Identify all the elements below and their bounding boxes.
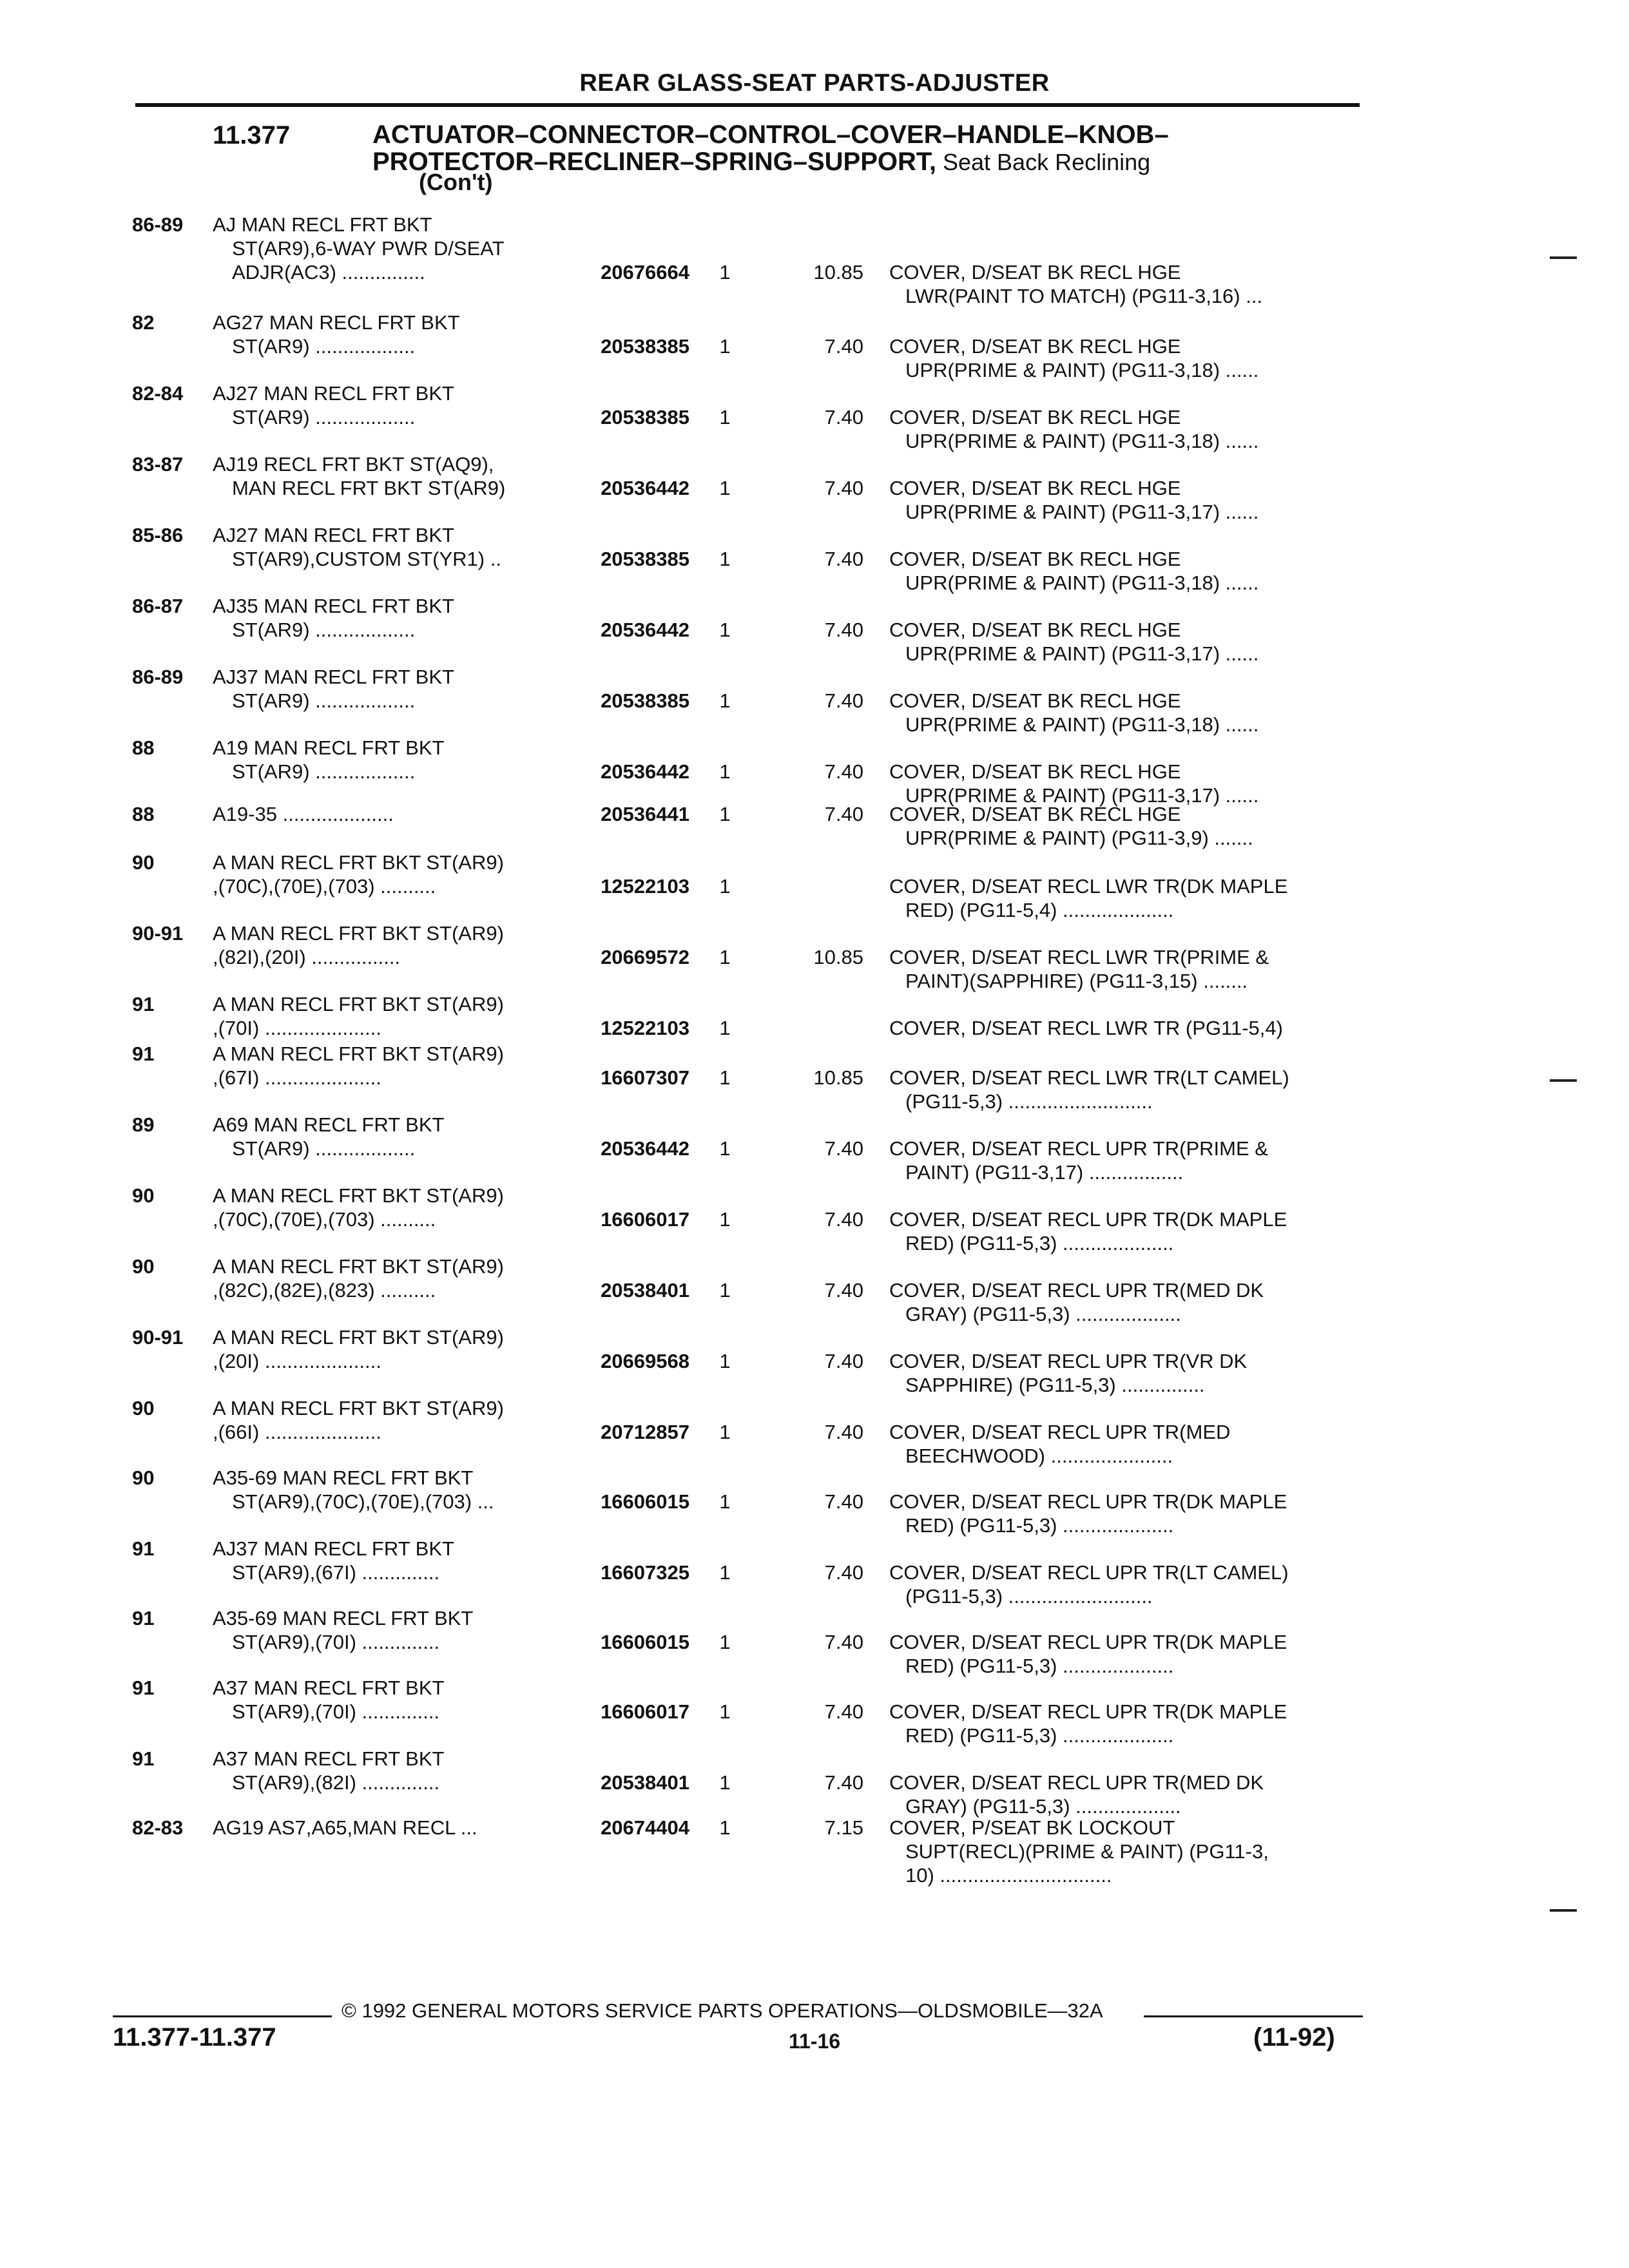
usage-description <box>213 1325 574 1373</box>
part-name-line: UPR(PRIME & PAINT) (PG11-3,17) ...... <box>905 784 1259 807</box>
usage-line: A69 MAN RECL FRT BKT <box>213 1113 445 1136</box>
part-name <box>889 1066 1360 1113</box>
quantity: 1 <box>719 760 731 783</box>
part-name <box>889 334 1360 382</box>
part-number: 16606015 <box>601 1490 689 1513</box>
usage-line: A37 MAN RECL FRT BKT <box>213 1677 445 1699</box>
part-name-line: COVER, D/SEAT RECL UPR TR(MED DK <box>889 1771 1264 1794</box>
usage-line: AJ MAN RECL FRT BKT <box>213 213 432 236</box>
part-name-line: COVER, D/SEAT RECL UPR TR(DK MAPLE <box>889 1208 1287 1231</box>
usage-line: ,(66I) ..................... <box>213 1421 381 1443</box>
quantity: 1 <box>719 1421 731 1443</box>
section-number: 11.377 <box>213 121 291 149</box>
quantity: 1 <box>719 875 731 898</box>
quantity: 1 <box>719 1279 731 1302</box>
part-name-line: COVER, D/SEAT RECL LWR TR(DK MAPLE <box>889 875 1288 898</box>
footer-rule-right <box>1144 2015 1363 2017</box>
quantity: 1 <box>719 1561 731 1584</box>
price: 7.40 <box>824 1490 863 1513</box>
part-name-line: COVER, D/SEAT BK RECL HGE <box>889 406 1181 428</box>
usage-line: ,(70C),(70E),(703) .......... <box>213 875 436 898</box>
usage-description <box>213 850 574 898</box>
part-name <box>889 1016 1360 1040</box>
usage-line: ST(AR9) .................. <box>232 619 416 641</box>
usage-description <box>213 1184 574 1231</box>
usage-line: A35-69 MAN RECL FRT BKT <box>213 1607 474 1629</box>
price: 7.40 <box>824 689 863 712</box>
usage-line: ST(AR9),(70I) .............. <box>232 1631 440 1653</box>
quantity: 1 <box>719 946 731 968</box>
part-name-line: COVER, D/SEAT BK RECL HGE <box>889 477 1181 499</box>
model-years: 90 <box>132 1184 155 1207</box>
part-name-line: COVER, D/SEAT RECL UPR TR(LT CAMEL) <box>889 1561 1289 1584</box>
section-title-line1: ACTUATOR–CONNECTOR–CONTROL–COVER–HANDLE–KNOB– <box>372 120 1169 149</box>
usage-description <box>213 1816 574 1840</box>
usage-description <box>213 992 574 1040</box>
part-name <box>889 1420 1360 1468</box>
model-years: 86-87 <box>132 595 184 617</box>
part-name-line: (PG11-5,3) .......................... <box>905 1585 1153 1608</box>
part-name-line: LWR(PAINT TO MATCH) (PG11-3,16) ... <box>905 285 1263 307</box>
part-name-line: PAINT)(SAPPHIRE) (PG11-3,15) ........ <box>905 970 1248 992</box>
model-years: 90 <box>132 851 155 874</box>
part-number: 20669572 <box>601 946 689 968</box>
part-name-line: COVER, D/SEAT BK RECL HGE <box>889 803 1181 825</box>
usage-description <box>213 1537 574 1584</box>
part-number: 20538385 <box>601 548 689 570</box>
usage-description <box>213 1676 574 1724</box>
usage-line: AJ37 MAN RECL FRT BKT <box>213 666 454 688</box>
quantity: 1 <box>719 406 731 428</box>
footer-section-range: 11.377-11.377 <box>113 2023 276 2052</box>
quantity: 1 <box>719 1631 731 1653</box>
quantity: 1 <box>719 803 731 825</box>
model-years: 91 <box>132 1043 155 1065</box>
model-years: 91 <box>132 1607 155 1629</box>
usage-line: ST(AR9),CUSTOM ST(YR1) .. <box>232 548 501 570</box>
part-name <box>889 1630 1360 1678</box>
price: 7.40 <box>824 1700 863 1723</box>
usage-line: AJ27 MAN RECL FRT BKT <box>213 524 454 546</box>
part-name-line: 10) ............................... <box>905 1864 1112 1887</box>
part-number: 20536441 <box>601 803 689 825</box>
part-name-line: UPR(PRIME & PAINT) (PG11-3,18) ...... <box>905 359 1259 381</box>
usage-description <box>213 381 574 429</box>
page-header-title: REAR GLASS-SEAT PARTS-ADJUSTER <box>579 70 1050 97</box>
part-name-line: COVER, D/SEAT RECL LWR TR(LT CAMEL) <box>889 1066 1289 1089</box>
usage-line: A35-69 MAN RECL FRT BKT <box>213 1466 474 1489</box>
quantity: 1 <box>719 548 731 570</box>
part-number: 16606015 <box>601 1631 689 1653</box>
model-years: 88 <box>132 736 155 759</box>
usage-line: A19 MAN RECL FRT BKT <box>213 736 445 759</box>
part-name-line: COVER, D/SEAT RECL UPR TR(VR DK <box>889 1350 1248 1372</box>
part-name-line: SAPPHIRE) (PG11-5,3) ............... <box>905 1374 1205 1396</box>
part-name <box>889 1278 1360 1326</box>
part-number: 16606017 <box>601 1208 689 1231</box>
price: 7.40 <box>824 1350 863 1372</box>
quantity: 1 <box>719 619 731 641</box>
margin-dash <box>1550 256 1577 259</box>
part-name <box>889 1349 1360 1397</box>
part-name-line: COVER, D/SEAT BK RECL HGE <box>889 548 1181 570</box>
usage-description <box>213 736 574 783</box>
part-number: 20538385 <box>601 335 689 358</box>
usage-description <box>213 1396 574 1444</box>
model-years: 82-83 <box>132 1816 184 1839</box>
usage-line: A MAN RECL FRT BKT ST(AR9) <box>213 1184 504 1207</box>
quantity: 1 <box>719 477 731 499</box>
usage-line: ST(AR9) .................. <box>232 1137 416 1160</box>
part-name <box>889 405 1360 453</box>
part-number: 20536442 <box>601 1137 689 1160</box>
usage-line: AJ19 RECL FRT BKT ST(AQ9), <box>213 453 494 476</box>
part-name <box>889 1137 1360 1184</box>
part-name-line: COVER, D/SEAT RECL UPR TR(DK MAPLE <box>889 1700 1287 1723</box>
quantity: 1 <box>719 1771 731 1794</box>
part-number: 20538385 <box>601 689 689 712</box>
part-name-line: COVER, D/SEAT RECL UPR TR(DK MAPLE <box>889 1490 1287 1513</box>
part-name-line: (PG11-5,3) .......................... <box>905 1090 1153 1113</box>
quantity: 1 <box>719 1208 731 1231</box>
usage-line: A MAN RECL FRT BKT ST(AR9) <box>213 1255 504 1278</box>
part-name-line: GRAY) (PG11-5,3) ................... <box>905 1795 1181 1818</box>
part-number: 20538385 <box>601 406 689 428</box>
usage-description <box>213 523 574 571</box>
model-years: 91 <box>132 1537 155 1560</box>
part-name-line: UPR(PRIME & PAINT) (PG11-3,9) ....... <box>905 827 1253 849</box>
model-years: 85-86 <box>132 524 184 546</box>
part-name-line: COVER, D/SEAT RECL LWR TR(PRIME & <box>889 946 1269 968</box>
part-name <box>889 1490 1360 1537</box>
part-name-line: COVER, D/SEAT RECL UPR TR(MED DK <box>889 1279 1264 1302</box>
usage-line: ,(20I) ..................... <box>213 1350 381 1372</box>
part-name-line: UPR(PRIME & PAINT) (PG11-3,18) ...... <box>905 572 1259 594</box>
part-name-line: UPR(PRIME & PAINT) (PG11-3,18) ...... <box>905 430 1259 452</box>
part-name-line: COVER, D/SEAT RECL UPR TR(PRIME & <box>889 1137 1268 1160</box>
part-name <box>889 547 1360 595</box>
model-years: 90 <box>132 1466 155 1489</box>
quantity: 1 <box>719 335 731 358</box>
price: 7.40 <box>824 619 863 641</box>
part-name-line: UPR(PRIME & PAINT) (PG11-3,17) ...... <box>905 642 1259 665</box>
part-name-line: COVER, D/SEAT BK RECL HGE <box>889 689 1181 712</box>
part-name-line: UPR(PRIME & PAINT) (PG11-3,18) ...... <box>905 713 1259 736</box>
usage-line: A37 MAN RECL FRT BKT <box>213 1747 445 1770</box>
model-years: 88 <box>132 803 155 825</box>
footer-page-number: 11-16 <box>788 2030 841 2053</box>
part-name <box>889 1816 1360 1887</box>
part-name <box>889 689 1360 736</box>
usage-description <box>213 1606 574 1654</box>
part-name-line: COVER, D/SEAT BK RECL HGE <box>889 760 1181 783</box>
part-name <box>889 1207 1360 1255</box>
usage-line: ,(82I),(20I) ................ <box>213 946 401 968</box>
usage-line: ST(AR9),(67I) .............. <box>232 1561 440 1584</box>
part-name-line: COVER, D/SEAT BK RECL HGE <box>889 335 1181 358</box>
quantity: 1 <box>719 1816 731 1839</box>
part-name <box>889 1561 1360 1608</box>
usage-line: ST(AR9),(70C),(70E),(703) ... <box>232 1490 494 1513</box>
model-years: 86-89 <box>132 213 184 236</box>
part-name-line: COVER, D/SEAT RECL LWR TR (PG11-5,4) <box>889 1017 1283 1039</box>
usage-line: ST(AR9) .................. <box>232 689 416 712</box>
part-name <box>889 945 1360 993</box>
model-years: 89 <box>132 1113 155 1136</box>
usage-line: ,(70I) ..................... <box>213 1017 381 1039</box>
price: 7.40 <box>824 1208 863 1231</box>
usage-description <box>213 1042 574 1090</box>
model-years: 91 <box>132 1677 155 1699</box>
quantity: 1 <box>719 1066 731 1089</box>
part-number: 16606017 <box>601 1700 689 1723</box>
price: 7.40 <box>824 1279 863 1302</box>
part-number: 20536442 <box>601 477 689 499</box>
footer-rule-left <box>113 2015 332 2017</box>
price: 7.40 <box>824 1421 863 1443</box>
section-title-line2-sub: Seat Back Reclining <box>936 149 1151 175</box>
usage-description <box>213 1113 574 1160</box>
usage-line: ST(AR9),(70I) .............. <box>232 1700 440 1723</box>
footer-date: (11-92) <box>1253 2023 1335 2052</box>
model-years: 90 <box>132 1397 155 1419</box>
price: 7.40 <box>824 1771 863 1794</box>
price: 10.85 <box>813 946 863 968</box>
part-number: 20676664 <box>601 261 689 284</box>
price: 7.40 <box>824 803 863 825</box>
model-years: 91 <box>132 1747 155 1770</box>
model-years: 91 <box>132 993 155 1015</box>
part-number: 20674404 <box>601 1816 689 1839</box>
model-years: 86-89 <box>132 666 184 688</box>
price: 7.40 <box>824 760 863 783</box>
usage-description <box>213 1466 574 1514</box>
usage-line: ,(82C),(82E),(823) .......... <box>213 1279 436 1302</box>
usage-line: ST(AR9),(82I) .............. <box>232 1771 440 1794</box>
usage-line: A MAN RECL FRT BKT ST(AR9) <box>213 1326 504 1349</box>
usage-line: ,(67I) ..................... <box>213 1066 381 1089</box>
price: 7.40 <box>824 1631 863 1653</box>
model-years: 82-84 <box>132 382 184 405</box>
model-years: 82 <box>132 311 155 334</box>
price: 7.15 <box>824 1816 863 1839</box>
usage-description <box>213 921 574 969</box>
part-number: 12522103 <box>601 1017 689 1039</box>
usage-line: A MAN RECL FRT BKT ST(AR9) <box>213 922 504 945</box>
part-name-line: BEECHWOOD) ...................... <box>905 1445 1173 1467</box>
usage-description <box>213 802 574 826</box>
quantity: 1 <box>719 1350 731 1372</box>
part-number: 20538401 <box>601 1771 689 1794</box>
usage-line: AG27 MAN RECL FRT BKT <box>213 311 460 334</box>
usage-line: A MAN RECL FRT BKT ST(AR9) <box>213 851 504 874</box>
price: 10.85 <box>813 1066 863 1089</box>
part-name-line: SUPT(RECL)(PRIME & PAINT) (PG11-3, <box>905 1840 1269 1863</box>
part-number: 16607307 <box>601 1066 689 1089</box>
part-name-line: RED) (PG11-5,3) .................... <box>905 1232 1174 1254</box>
quantity: 1 <box>719 1700 731 1723</box>
usage-line: AJ35 MAN RECL FRT BKT <box>213 595 454 617</box>
section-continued: (Con't) <box>419 169 493 195</box>
margin-dash <box>1550 1079 1577 1082</box>
usage-line: ST(AR9) .................. <box>232 760 416 783</box>
model-years: 90-91 <box>132 1326 184 1349</box>
part-name-line: UPR(PRIME & PAINT) (PG11-3,17) ...... <box>905 501 1259 523</box>
usage-line: MAN RECL FRT BKT ST(AR9) <box>232 477 506 499</box>
usage-line: A19-35 .................... <box>213 803 394 825</box>
usage-description <box>213 665 574 713</box>
price: 7.40 <box>824 548 863 570</box>
usage-description <box>213 213 574 284</box>
part-number: 20538401 <box>601 1279 689 1302</box>
part-number: 16607325 <box>601 1561 689 1584</box>
part-name <box>889 874 1360 922</box>
part-number: 20669568 <box>601 1350 689 1372</box>
usage-line: ADJR(AC3) ............... <box>232 261 425 284</box>
part-name <box>889 760 1360 807</box>
part-number: 12522103 <box>601 875 689 898</box>
part-name-line: COVER, D/SEAT RECL UPR TR(MED <box>889 1421 1231 1443</box>
usage-line: ST(AR9) .................. <box>232 406 416 428</box>
quantity: 1 <box>719 1137 731 1160</box>
part-name-line: PAINT) (PG11-3,17) ................. <box>905 1161 1184 1184</box>
part-name-line: COVER, D/SEAT BK RECL HGE <box>889 261 1181 284</box>
usage-description <box>213 452 574 500</box>
usage-line: AJ27 MAN RECL FRT BKT <box>213 382 454 405</box>
usage-line: A MAN RECL FRT BKT ST(AR9) <box>213 1397 504 1419</box>
section-title-line2-main: PROTECTOR–RECLINER–SPRING–SUPPORT, <box>372 148 936 176</box>
part-name-line: COVER, D/SEAT RECL UPR TR(DK MAPLE <box>889 1631 1287 1653</box>
part-name-line: RED) (PG11-5,3) .................... <box>905 1724 1174 1747</box>
usage-line: ,(70C),(70E),(703) .......... <box>213 1208 436 1231</box>
usage-description <box>213 1254 574 1302</box>
part-name-line: GRAY) (PG11-5,3) ................... <box>905 1303 1181 1325</box>
usage-line: A MAN RECL FRT BKT ST(AR9) <box>213 1043 504 1065</box>
usage-description <box>213 594 574 642</box>
part-number: 20712857 <box>601 1421 689 1443</box>
part-name-line: RED) (PG11-5,4) .................... <box>905 899 1174 921</box>
price: 7.40 <box>824 406 863 428</box>
quantity: 1 <box>719 689 731 712</box>
model-years: 90 <box>132 1255 155 1278</box>
usage-line: AJ37 MAN RECL FRT BKT <box>213 1537 454 1560</box>
part-name-line: RED) (PG11-5,3) .................... <box>905 1514 1174 1537</box>
part-name <box>889 476 1360 524</box>
price: 7.40 <box>824 1561 863 1584</box>
price: 7.40 <box>824 477 863 499</box>
usage-line: ST(AR9),6-WAY PWR D/SEAT <box>232 237 505 260</box>
usage-description <box>213 311 574 358</box>
usage-line: A MAN RECL FRT BKT ST(AR9) <box>213 993 504 1015</box>
usage-line: AG19 AS7,A65,MAN RECL ... <box>213 1816 477 1839</box>
part-name <box>889 802 1360 850</box>
price: 7.40 <box>824 1137 863 1160</box>
part-name-line: COVER, P/SEAT BK LOCKOUT <box>889 1816 1175 1839</box>
part-name <box>889 618 1360 666</box>
part-number: 20536442 <box>601 619 689 641</box>
part-name-line: COVER, D/SEAT BK RECL HGE <box>889 619 1181 641</box>
usage-line: ST(AR9) .................. <box>232 335 416 358</box>
model-years: 83-87 <box>132 453 184 476</box>
part-name <box>889 1700 1360 1747</box>
quantity: 1 <box>719 261 731 284</box>
price: 10.85 <box>813 261 863 284</box>
part-name-line: RED) (PG11-5,3) .................... <box>905 1655 1174 1677</box>
margin-dash <box>1550 1909 1577 1912</box>
quantity: 1 <box>719 1017 731 1039</box>
footer-copyright: © 1992 GENERAL MOTORS SERVICE PARTS OPERATIONS—OLDSMOBILE—32A <box>342 1999 1103 2022</box>
part-name <box>889 1771 1360 1818</box>
usage-description <box>213 1747 574 1794</box>
part-name <box>889 260 1360 308</box>
price: 7.40 <box>824 335 863 358</box>
model-years: 90-91 <box>132 922 184 945</box>
part-number: 20536442 <box>601 760 689 783</box>
quantity: 1 <box>719 1490 731 1513</box>
